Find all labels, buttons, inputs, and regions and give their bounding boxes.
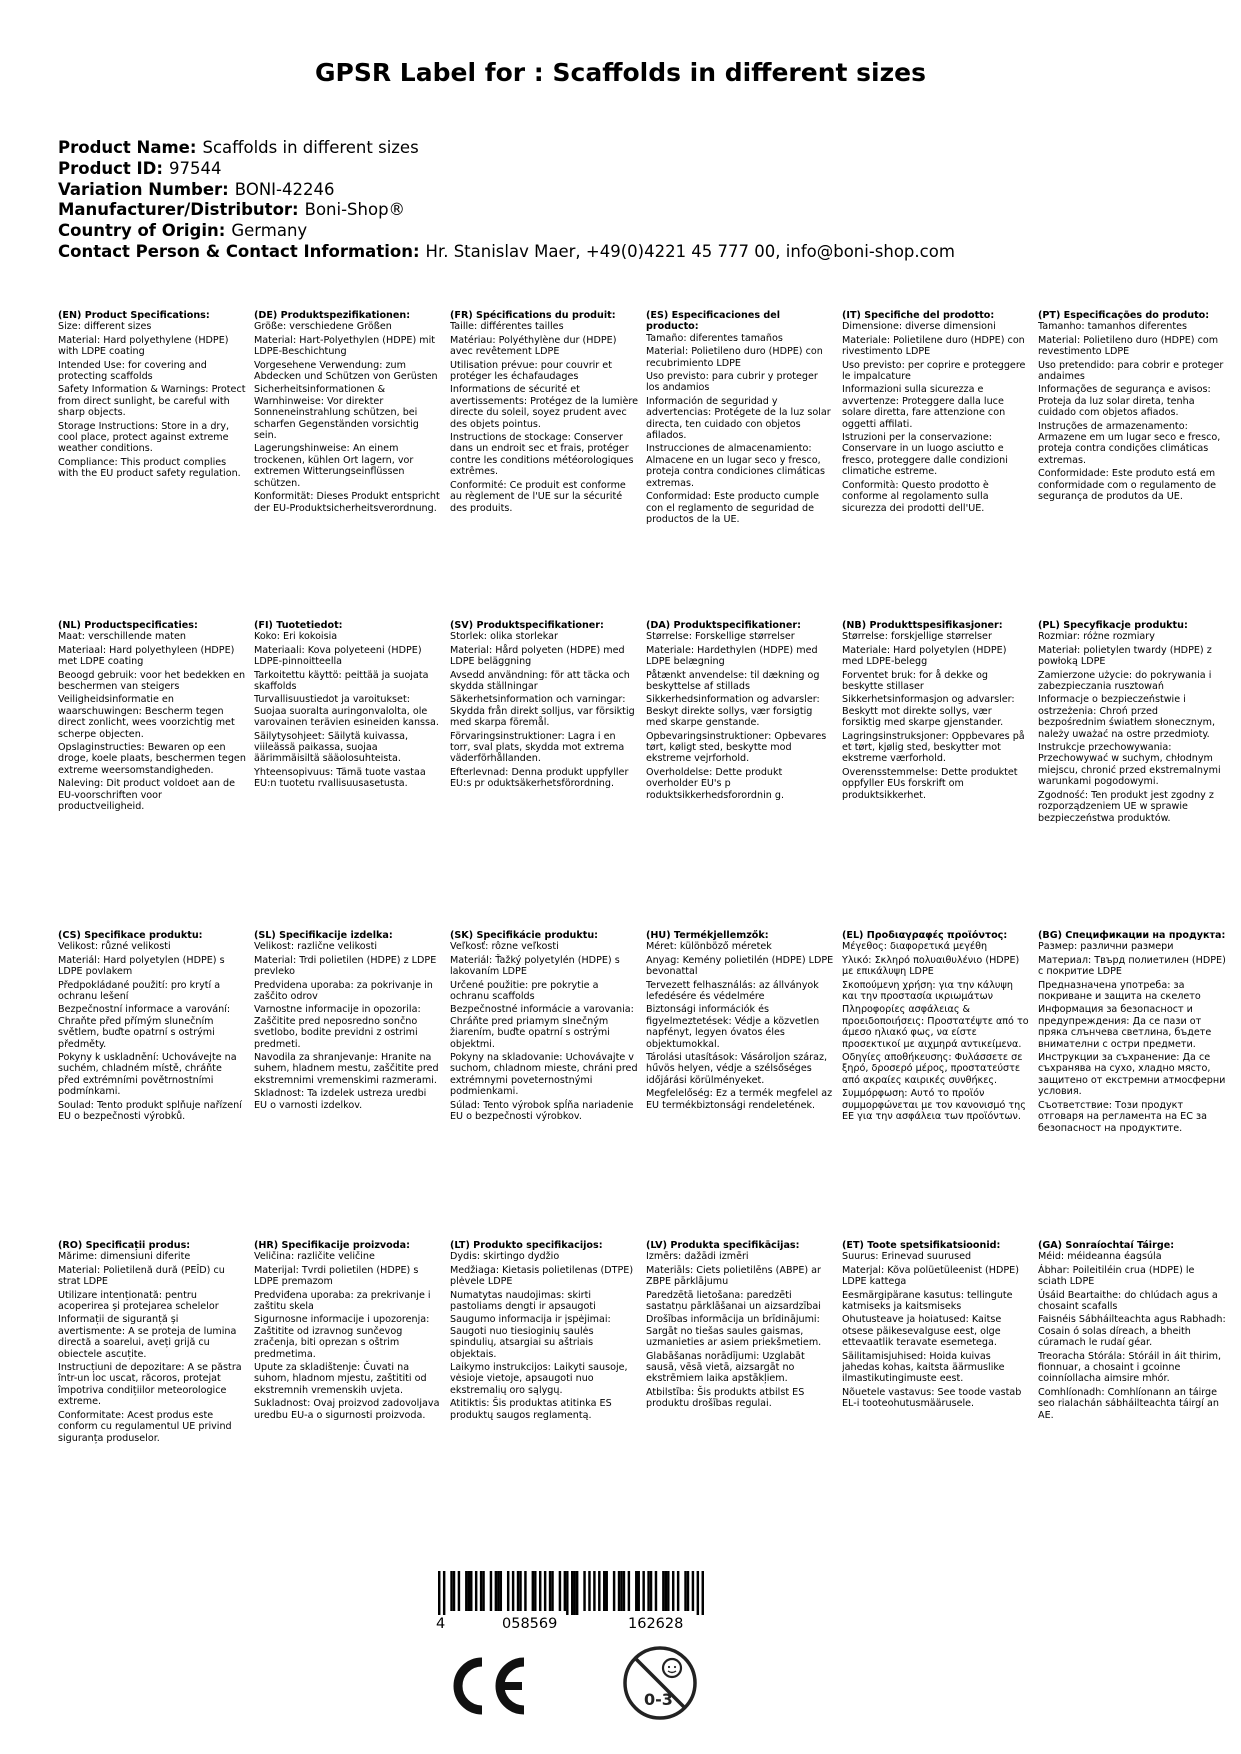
spec-paragraph: Predvidena uporaba: za pokrivanje in zaščito odrov	[254, 979, 433, 1003]
spec-heading: (IT) Specifiche del prodotto:	[842, 310, 995, 321]
spec-paragraph: Tarkoitettu käyttö: peittää ja suojata skaffolds	[254, 669, 429, 693]
spec-paragraph: Intended Use: for covering and protecting scaffolds	[58, 359, 207, 383]
manufacturer-label: Manufacturer/Distributor:	[58, 200, 299, 220]
barcode-bar	[559, 1571, 561, 1611]
spec-heading: (HU) Termékjellemzők:	[646, 930, 769, 941]
barcode-bar	[495, 1571, 497, 1611]
spec-paragraph: Compliance: This product complies with the EU product safety regulation.	[58, 456, 241, 480]
spec-paragraph: Σκοπούμενη χρήση: για την κάλυψη και την προστασία ικριωμάτων	[842, 979, 1013, 1003]
barcode-bar	[458, 1571, 460, 1611]
spec-paragraph: Förvaringsinstruktioner: Lagra i en torr, sval plats, skydda mot extrema väderförhållanden.	[450, 730, 625, 765]
spec-paragraph: Οδηγίες αποθήκευσης: Φυλάσσετε σε ξηρό, δροσερό μέρος, προστατεύστε από ακραίες καιρικές συνθήκες.	[842, 1052, 1023, 1086]
barcode-bar	[647, 1571, 649, 1611]
spec-paragraph: Instrucciones de almacenamiento: Almacene en un lugar seco y fresco, proteja contra condiciones climáticas extremas.	[646, 443, 826, 489]
spec-paragraph: Anyag: Kemény polietilén (HDPE) LDPE bevonattal	[646, 954, 834, 978]
spec-paragraph: Pokyny na skladovanie: Uchovávajte v suchom, chladnom mieste, chráni pred extrémnymi poveternostnými podmienkami.	[450, 1052, 638, 1098]
spec-paragraph: Varnostne informacije in opozorila: Zaščitite pred neposredno sončno svetlobo, bodite previdni z ostrimi predmeti.	[254, 1004, 421, 1050]
spec-paragraph: Turvallisuustiedot ja varoitukset: Suojaa suoralta auringonvalolta, ole varovainen terävien esineiden kanssa.	[254, 694, 439, 729]
spec-paragraph: Größe: verschiedene Größen	[254, 321, 392, 333]
contact-row	[58, 242, 1198, 263]
spec-paragraph: Suurus: Erinevad suurused	[842, 1251, 972, 1263]
barcode-bar	[635, 1571, 637, 1611]
barcode-bar	[697, 1571, 699, 1615]
spec-paragraph: Avsedd användning: för att täcka och skydda ställningar	[450, 669, 630, 693]
barcode-lead-digit: 4	[436, 1616, 446, 1632]
variation-number-label: Variation Number:	[58, 179, 229, 199]
country-of-origin-row	[58, 221, 1198, 242]
spec-paragraph: Säilytysohjeet: Säilytä kuivassa, viileässä paikassa, suojaa äärimmäisiltä sääolosuhteista.	[254, 730, 409, 765]
spec-paragraph: Materiaal: Hard polyethyleen (HDPE) met LDPE coating	[58, 644, 235, 668]
spec-block-pt	[1038, 310, 1226, 505]
spec-paragraph: Konformität: Dieses Produkt entspricht der EU-Produktsicherheitsverordnung.	[254, 491, 440, 514]
spec-paragraph: Zamierzone użycie: do pokrywania i zabezpieczania rusztowań	[1038, 669, 1212, 693]
barcode-bar	[598, 1571, 600, 1611]
barcode-bar	[677, 1571, 679, 1611]
spec-paragraph: Uso previsto: para cubrir y proteger los andamios	[646, 371, 818, 394]
barcode-bar	[687, 1571, 689, 1611]
barcode-bar	[512, 1571, 514, 1611]
spec-paragraph: Tárolási utasítások: Vásároljon száraz, hűvös helyen, védje a szélsőséges időjárási körülményeket.	[646, 1052, 828, 1086]
barcode-bar	[650, 1571, 652, 1611]
spec-block-lv	[646, 1240, 834, 1412]
spec-paragraph: Méid: méideanna éagsúla	[1038, 1251, 1162, 1263]
barcode-bar	[468, 1571, 470, 1611]
barcode-bar	[465, 1571, 467, 1611]
spec-heading: (EL) Προδιαγραφές προϊόντος:	[842, 930, 1008, 941]
spec-paragraph: Påtænkt anvendelse: til dækning og beskyttelse af stillads	[646, 669, 820, 693]
spec-paragraph: Sigurnosne informacije i upozorenja: Zaštitite od izravnog sunčevog zračenja, biti oprezan s oštrim predmetima.	[254, 1314, 430, 1360]
spec-paragraph: Material: Polietileno duro (HDPE) com revestimento LDPE	[1038, 334, 1219, 358]
spec-paragraph: Материал: Твърд полиетилен (HDPE) с покритие LDPE	[1038, 954, 1226, 978]
spec-paragraph: Storlek: olika storlekar	[450, 631, 558, 643]
spec-paragraph: Upute za skladištenje: Čuvati na suhom, hladnom mjestu, zaštititi od ekstremnih vremenskih uvjeta.	[254, 1362, 427, 1396]
spec-heading: (HR) Specifikacije proizvoda:	[254, 1240, 410, 1251]
spec-block-sk	[450, 930, 638, 1125]
spec-paragraph: Μέγεθος: διαφορετικά μεγέθη	[842, 941, 988, 953]
spec-paragraph: Размер: различни размери	[1038, 941, 1174, 953]
spec-paragraph: Instruções de armazenamento: Armazene em um lugar seco e fresco, proteja contra condições climáticas extremas.	[1038, 420, 1221, 466]
spec-paragraph: Safety Information & Warnings: Protect from direct sunlight, be careful with sharp objects.	[58, 384, 246, 419]
spec-heading: (NL) Productspecificaties:	[58, 620, 198, 631]
spec-paragraph: Dimensione: diverse dimensioni	[842, 321, 996, 333]
product-info	[58, 138, 1198, 263]
barcode-bar	[490, 1571, 492, 1611]
spec-block-cs	[58, 930, 246, 1125]
spec-paragraph: Naleving: Dit product voldoet aan de EU-voorschriften voor productveiligheid.	[58, 778, 235, 813]
spec-block-el	[842, 930, 1030, 1125]
barcode-bar	[672, 1571, 674, 1611]
spec-heading: (DE) Produktspezifikationen:	[254, 310, 411, 321]
spec-paragraph: Sicherheitsinformationen & Warnhinweise: Vor direkter Sonneneinstrahlung schützen, bei scharfen Gegenständen vorsichtig sein.	[254, 384, 419, 442]
spec-paragraph: Materiał: polietylen twardy (HDPE) z powłoką LDPE	[1038, 644, 1212, 668]
ce-mark-icon	[446, 1656, 530, 1720]
spec-paragraph: Overholdelse: Dette produkt overholder EU's p roduktsikkerhedsforordnin g.	[646, 766, 785, 801]
barcode-bar	[573, 1571, 575, 1615]
barcode-right-digits: 162628	[628, 1616, 684, 1632]
spec-block-fi	[254, 620, 442, 792]
barcode-bar	[519, 1571, 521, 1611]
spec-heading: (PT) Especificações do produto:	[1038, 310, 1210, 321]
page-title: GPSR Label for : Scaffolds in different sizes	[315, 58, 926, 87]
spec-paragraph: Pokyny k uskladnění: Uchovávejte na suchém, chladném místě, chráňte před extrémními povětrnostními podmínkami.	[58, 1052, 237, 1098]
spec-heading: (ES) Especificaciones del producto:	[646, 310, 781, 333]
spec-paragraph: Предназначена употреба: за покриване и защита на скелето	[1038, 979, 1201, 1003]
spec-paragraph: Size: different sizes	[58, 321, 152, 333]
barcode-bar	[702, 1571, 704, 1615]
spec-block-hr	[254, 1240, 442, 1423]
not-for-children-0-3-icon	[620, 1643, 700, 1727]
spec-paragraph: Størrelse: Forskellige størrelser	[646, 631, 795, 643]
spec-paragraph: Medžiaga: Kietasis polietilenas (DTPE) plėvele LDPE	[450, 1264, 634, 1288]
spec-paragraph: Atbilstība: Šis produkts atbilst ES produktu drošības regulai.	[646, 1386, 805, 1410]
spec-paragraph: Méret: különböző méretek	[646, 941, 772, 953]
spec-paragraph: Soulad: Tento produkt splňuje nařízení EU o bezpečnosti výrobků.	[58, 1099, 242, 1123]
country-of-origin-value: Germany	[231, 221, 308, 241]
spec-paragraph: Materiale: Hardethylen (HDPE) med LDPE belægning	[646, 644, 818, 668]
spec-paragraph: Informazioni sulla sicurezza e avvertenze: Proteggere dalla luce solare diretta, fare attenzione con oggetti affilati.	[842, 384, 1006, 430]
spec-paragraph: Rozmiar: różne rozmiary	[1038, 631, 1155, 643]
barcode-bar	[605, 1571, 607, 1611]
spec-paragraph: Vorgesehene Verwendung: zum Abdecken und Schützen von Gerüsten	[254, 359, 438, 383]
barcode-bar	[613, 1571, 615, 1611]
barcode-bar	[692, 1571, 694, 1611]
barcode-bar	[618, 1571, 620, 1611]
spec-paragraph: Forventet bruk: for å dekke og beskytte stillaser	[842, 669, 988, 693]
barcode-bar	[450, 1571, 452, 1611]
spec-paragraph: Lagringsinstruksjoner: Oppbevares på et tørt, kjølig sted, beskytter mot ekstreme værforhold.	[842, 730, 1025, 765]
spec-heading: (CS) Specifikace produktu:	[58, 930, 203, 941]
spec-paragraph: Numatytas naudojimas: skirti pastoliams dengti ir apsaugoti	[450, 1289, 596, 1313]
spec-paragraph: Material: Trdi polietilen (HDPE) z LDPE prevleko	[254, 954, 437, 978]
spec-paragraph: Glabāšanas norādījumi: Uzglabāt sausā, vēsā vietā, aizsargāt no ekstrēmiem laika apstākļiem.	[646, 1350, 805, 1385]
barcode-bar	[453, 1571, 455, 1611]
spec-paragraph: Conformité: Ce produit est conforme au règlement de l'UE sur la sécurité des produits.	[450, 479, 626, 514]
spec-paragraph: Conformidade: Este produto está em conformidade com o regulamento de segurança de produtos da UE.	[1038, 468, 1217, 503]
spec-heading: (ET) Toote spetsifikatsioonid:	[842, 1240, 1001, 1251]
spec-paragraph: Materiál: Hard polyetylen (HDPE) s LDPE povlakem	[58, 954, 225, 978]
spec-paragraph: Saugumo informacija ir įspėjimai: Saugoti nuo tiesioginių saulės spindulių, atsargiai su aštriais objektais.	[450, 1314, 611, 1360]
product-name-label: Product Name:	[58, 138, 197, 157]
spec-heading: (DA) Produktspecifikationer:	[646, 620, 801, 631]
barcode-bar	[628, 1571, 630, 1611]
barcode-bar	[475, 1571, 477, 1611]
barcode-bar	[482, 1571, 484, 1611]
spec-paragraph: Ábhar: Poileitiléin crua (HDPE) le sciath LDPE	[1038, 1264, 1195, 1288]
spec-paragraph: Sikkerhetsinformasjon og advarsler: Beskytt mot direkte sollys, vær forsiktig med skarpe gjenstander.	[842, 694, 1015, 729]
contact-value: Hr. Stanislav Maer, +49(0)4221 45 777 00, info@boni-shop.com	[425, 241, 955, 261]
barcode-bar	[480, 1571, 482, 1611]
spec-paragraph: Istruzioni per la conservazione: Conservare in un luogo asciutto e fresco, proteggere dalle condizioni climatiche estreme.	[842, 432, 1008, 478]
spec-block-sv	[450, 620, 638, 792]
spec-paragraph: Información de seguridad y advertencias: Protégete de la luz solar directa, ten cuidado con objetos afilados.	[646, 395, 831, 442]
spec-paragraph: Material: Polietileno duro (HDPE) con recubrimiento LDPE	[646, 346, 823, 369]
barcode	[438, 1571, 704, 1615]
product-name-row	[58, 138, 1198, 159]
spec-paragraph: Utilizare intenționată: pentru acoperirea și protejarea schelelor	[58, 1289, 219, 1313]
spec-paragraph: Utilisation prévue: pour couvrir et protéger les échafaudages	[450, 359, 612, 383]
spec-heading: (SK) Špecifikácie produktu:	[450, 930, 599, 941]
spec-paragraph: Material: Hart-Polyethylen (HDPE) mit LDPE-Beschichtung	[254, 334, 436, 358]
spec-paragraph: Mărime: dimensiuni diferite	[58, 1251, 191, 1263]
barcode-bar	[539, 1571, 541, 1611]
spec-paragraph: Skladnost: Ta izdelek ustreza uredbi EU o varnosti izdelkov.	[254, 1088, 427, 1111]
spec-heading: (BG) Спецификации на продукта:	[1038, 930, 1226, 941]
spec-heading: (LT) Produkto specifikacijos:	[450, 1240, 603, 1251]
spec-paragraph: Velikost: različne velikosti	[254, 941, 378, 953]
product-id-row	[58, 159, 1198, 180]
spec-heading: (GA) Sonraíochtaí Táirge:	[1038, 1240, 1175, 1251]
spec-paragraph: Paredzētā lietošana: paredzēti sastatņu pārklāšanai un aizsardzībai	[646, 1289, 821, 1313]
svg-text:0-3: 0-3	[644, 1690, 673, 1709]
spec-paragraph: Materiaali: Kova polyeteeni (HDPE) LDPE-pinnoitteella	[254, 644, 422, 668]
spec-paragraph: Instructions de stockage: Conserver dans un endroit sec et frais, protéger contre les conditions météorologiques extrêmes.	[450, 432, 634, 478]
barcode-bar	[665, 1571, 667, 1611]
spec-paragraph: Conformidad: Este producto cumple con el reglamento de seguridad de productos de la UE.	[646, 491, 819, 525]
spec-block-pl	[1038, 620, 1226, 826]
spec-paragraph: Biztonsági információk és figyelmeztetések: Védje a közvetlen napfényt, legyen óvatos éles objektumokkal.	[646, 1004, 820, 1050]
barcode-bar	[620, 1571, 622, 1611]
spec-paragraph: Matériau: Polyéthylène dur (HDPE) avec revêtement LDPE	[450, 334, 617, 358]
spec-paragraph: Instrukcje przechowywania: Przechowywać w suchym, chłodnym miejscu, chronić przed ekstremalnymi warunkami pogodowymi.	[1038, 742, 1221, 788]
spec-block-it	[842, 310, 1030, 516]
spec-paragraph: Zgodność: Ten produkt jest zgodny z rozporządzeniem UE w sprawie bezpieczeństwa produktów.	[1038, 789, 1214, 824]
spec-paragraph: Materiale: Hard polyetylen (HDPE) med LDPE-belegg	[842, 644, 1007, 668]
barcode-bar	[470, 1571, 472, 1611]
country-of-origin-label: Country of Origin:	[58, 221, 226, 241]
spec-block-sl	[254, 930, 442, 1113]
barcode-bar	[603, 1571, 605, 1611]
spec-paragraph: Atitiktis: Šis produktas atitinka ES produktų saugos reglamentą.	[450, 1398, 612, 1421]
spec-paragraph: Taille: différentes tailles	[450, 321, 564, 333]
spec-heading: (SL) Specifikacije izdelka:	[254, 930, 393, 941]
spec-paragraph: Materiāls: Ciets polietilēns (ABPE) ar ZBPE pārklājumu	[646, 1264, 821, 1288]
spec-paragraph: Comhlíonadh: Comhlíonann an táirge seo rialachán sábháilteachta táirgí an AE.	[1038, 1386, 1219, 1421]
variation-number-value: BONI-42246	[234, 179, 335, 199]
barcode-bar	[571, 1571, 573, 1615]
spec-paragraph: Informações de segurança e avisos: Proteja da luz solar direta, tenha cuidado com objetos afiados.	[1038, 384, 1211, 419]
manufacturer-row	[58, 200, 1198, 221]
spec-paragraph: Ohutusteave ja hoiatused: Kaitse otsese päikesevalguse eest, olge ettevaatlik teravate esemetega.	[842, 1314, 1002, 1349]
spec-heading: (PL) Specyfikacje produktu:	[1038, 620, 1188, 631]
spec-paragraph: Съответствие: Този продукт отговаря на регламента на ЕС за безопасност на продуктите.	[1038, 1099, 1207, 1134]
spec-paragraph: Material: Hård polyeten (HDPE) med LDPE beläggning	[450, 644, 625, 668]
spec-paragraph: Beoogd gebruik: voor het bedekken en beschermen van steigers	[58, 669, 246, 693]
spec-paragraph: Laikymo instrukcijos: Laikyti sausoje, vėsioje vietoje, apsaugoti nuo ekstremalių oro sąlygų.	[450, 1362, 628, 1396]
spec-block-fr	[450, 310, 638, 516]
spec-block-bg	[1038, 930, 1226, 1136]
spec-paragraph: Storage Instructions: Store in a dry, cool place, protect against extreme weather conditions.	[58, 420, 230, 455]
spec-paragraph: Sikkerhedsinformation og advarsler: Beskyt direkte sollys, vær forsigtig med skarpe genstande.	[646, 694, 820, 729]
spec-paragraph: Overensstemmelse: Dette produktet oppfyller EUs forskrift om produktsikkerhet.	[842, 766, 1018, 801]
spec-heading: (EN) Product Specifications:	[58, 310, 210, 321]
spec-paragraph: Συμμόρφωση: Αυτό το προϊόν συμμορφώνεται με τον κανονισμό της ΕΕ για την ασφάλεια των προϊόντων.	[842, 1088, 1026, 1123]
spec-paragraph: Bezpečnostní informace a varování: Chraňte před přímým slunečním světlem, buďte opatrní s ostrými předměty.	[58, 1004, 231, 1050]
variation-number-row	[58, 180, 1198, 201]
spec-heading: (FR) Spécifications du produit:	[450, 310, 616, 321]
barcode-bar	[588, 1571, 590, 1611]
barcode-bar	[551, 1571, 553, 1611]
spec-paragraph: Dydis: skirtingo dydžio	[450, 1251, 560, 1263]
spec-heading: (RO) Specificații produs:	[58, 1240, 191, 1251]
spec-paragraph: Bezpečnostné informácie a varovania: Chráňte pred priamym slnečným žiarením, buďte opatrní s ostrými objektmi.	[450, 1004, 634, 1050]
barcode-bar	[583, 1571, 585, 1611]
spec-paragraph: Säilitamisjuhised: Hoida kuivas jahedas kohas, kaitsta äärmuslike ilmastikutingimuste eest.	[842, 1350, 1005, 1385]
spec-paragraph: Υλικό: Σκληρό πολυαιθυλένιο (HDPE) με επικάλυψη LDPE	[842, 954, 1020, 978]
spec-paragraph: Инструкции за съхранение: Да се съхранява на сухо, хладно място, защитено от екстремни атмосферни условия.	[1038, 1052, 1226, 1098]
spec-block-nl	[58, 620, 246, 815]
spec-paragraph: Yhteensopivuus: Tämä tuote vastaa EU:n tuotetu rvallisuusasetusta.	[254, 766, 426, 790]
barcode-bar	[497, 1571, 499, 1611]
spec-block-hu	[646, 930, 834, 1113]
spec-block-es	[646, 310, 834, 527]
spec-paragraph: Säkerhetsinformation och varningar: Skydda från direkt solljus, var försiktig med skarpa föremål.	[450, 694, 635, 729]
spec-paragraph: Izmērs: dažādi izmēri	[646, 1251, 749, 1263]
product-name-value: Scaffolds in different sizes	[202, 138, 419, 157]
barcode-bar	[532, 1571, 534, 1611]
barcode-bar	[667, 1571, 669, 1611]
spec-paragraph: Materjal: Kõva polüetüleenist (HDPE) LDPE kattega	[842, 1264, 1019, 1288]
spec-paragraph: Předpokládané použití: pro krytí a ochranu lešení	[58, 979, 221, 1003]
contact-label: Contact Person & Contact Information:	[58, 241, 420, 261]
spec-paragraph: Nõuetele vastavus: See toode vastab EL-i tooteohutusmäärusele.	[842, 1386, 1022, 1410]
spec-paragraph: Maat: verschillende maten	[58, 631, 186, 643]
spec-paragraph: Material: Polietilenă dură (PEÎD) cu strat LDPE	[58, 1264, 225, 1288]
spec-paragraph: Úsáid Beartaithe: do chlúdach agus a chosaint scafalls	[1038, 1289, 1218, 1313]
spec-paragraph: Efterlevnad: Denna produkt uppfyller EU:s pr oduktsäkerhetsförordning.	[450, 766, 629, 790]
barcode-bar	[500, 1571, 502, 1611]
spec-paragraph: Opslaginstructies: Bewaren op een droge, koele plaats, beschermen tegen extreme weersomstandigheden.	[58, 742, 246, 776]
spec-paragraph: Sukladnost: Ovaj proizvod zadovoljava uredbu EU-a o sigurnosti proizvoda.	[254, 1398, 440, 1421]
spec-block-ga	[1038, 1240, 1226, 1423]
spec-paragraph: Opbevaringsinstruktioner: Opbevares tørt, køligt sted, beskytte mod ekstreme vejrforhold.	[646, 730, 827, 765]
spec-paragraph: Størrelse: forskjellige størrelser	[842, 631, 992, 643]
barcode-bar	[438, 1571, 440, 1615]
spec-paragraph: Информация за безопасност и предупреждения: Да се пази от пряка слънчева светлина, бъдете внимателни с остри предмети.	[1038, 1004, 1212, 1050]
spec-paragraph: Velikost: různé velikosti	[58, 941, 171, 953]
barcode-bar	[566, 1571, 568, 1615]
spec-paragraph: Tervezett felhasználás: az állványok lefedésére és védelmére	[646, 979, 819, 1003]
spec-paragraph: Veličina: različite veličine	[254, 1251, 375, 1263]
barcode-bar	[638, 1571, 640, 1611]
spec-block-de	[254, 310, 442, 516]
spec-paragraph: Informații de siguranță și avertismente: A se proteja de lumina directă a soarelui, aveți grijă cu obiectele ascuțite.	[58, 1314, 237, 1360]
spec-heading: (FI) Tuotetiedot:	[254, 620, 343, 631]
spec-paragraph: Materiál: Ťažký polyetylén (HDPE) s lakovaním LDPE	[450, 954, 620, 978]
spec-heading: (NB) Produkttspesifikasjoner:	[842, 620, 1003, 631]
spec-block-et	[842, 1240, 1030, 1412]
spec-paragraph: Eesmärgipärane kasutus: tellingute katmiseks ja kaitsmiseks	[842, 1289, 1013, 1313]
barcode-bar	[549, 1571, 551, 1611]
spec-paragraph: Faisnéis Sábháilteachta agus Rabhadh: Cosain ó solas díreach, a bheith cúramach le rudaí géar.	[1038, 1314, 1226, 1349]
spec-paragraph: Koko: Eri kokoisia	[254, 631, 338, 643]
spec-paragraph: Súlad: Tento výrobok spĺňa nariadenie EU o bezpečnosti výrobkov.	[450, 1099, 634, 1123]
spec-paragraph: Conformità: Questo prodotto è conforme al regolamento sulla sicurezza dei prodotti dell'UE.	[842, 479, 989, 514]
barcode-bar	[642, 1571, 644, 1611]
barcode-bar	[593, 1571, 595, 1611]
spec-paragraph: Veiligheidsinformatie en waarschuwingen: Bescherm tegen direct zonlicht, wees voorzichtig met scherpe objecten.	[58, 694, 235, 740]
barcode-bar	[623, 1571, 625, 1611]
spec-paragraph: Lagerungshinweise: An einem trockenen, kühlen Ort lagern, vor extremen Witterungseinflüssen schützen.	[254, 443, 414, 489]
spec-block-ro	[58, 1240, 246, 1446]
barcode-bar	[655, 1571, 657, 1611]
barcode-bar	[576, 1571, 578, 1615]
barcode-bar	[662, 1571, 664, 1611]
spec-paragraph: Uso previsto: per coprire e proteggere le impalcature	[842, 359, 1026, 383]
spec-paragraph: Materijal: Tvrdi polietilen (HDPE) s LDPE premazom	[254, 1264, 419, 1288]
barcode-bar	[517, 1571, 519, 1611]
spec-block-nb	[842, 620, 1030, 803]
barcode-bar	[564, 1571, 566, 1611]
spec-block-en	[58, 310, 246, 482]
barcode-bar	[684, 1571, 686, 1611]
barcode-bar	[544, 1571, 546, 1611]
barcode-left-digits: 058569	[502, 1616, 558, 1632]
spec-paragraph: Navodila za shranjevanje: Hranite na suhem, hladnem mestu, zaščitite pred ekstremnimi vremenskimi razmerami.	[254, 1052, 439, 1086]
spec-heading: (SV) Produktspecifikationer:	[450, 620, 604, 631]
spec-paragraph: Drošības informācija un brīdinājumi: Sargāt no tiešas saules gaismas, uzmanieties ar asiem priekšmetiem.	[646, 1314, 822, 1349]
spec-paragraph: Informacje o bezpieczeństwie i ostrzeżenia: Chroń przed bezpośrednim światłem słonecznym, należy uważać na ostre przedmioty.	[1038, 694, 1216, 740]
spec-paragraph: Tamaño: diferentes tamaños	[646, 332, 783, 344]
barcode-bar	[534, 1571, 536, 1611]
spec-paragraph: Instrucțiuni de depozitare: A se păstra într-un loc uscat, răcoros, protejat împotriva condițiilor meteorologice extreme.	[58, 1362, 242, 1408]
spec-paragraph: Veľkosť: rôzne veľkosti	[450, 941, 559, 953]
spec-block-lt	[450, 1240, 638, 1423]
spec-paragraph: Predviđena uporaba: za prekrivanje i zaštitu skela	[254, 1289, 431, 1313]
barcode-bar	[443, 1571, 445, 1615]
product-id-value: 97544	[168, 158, 222, 178]
manufacturer-value: Boni-Shop®	[304, 200, 406, 220]
spec-paragraph: Material: Hard polyethylene (HDPE) with LDPE coating	[58, 334, 229, 358]
spec-paragraph: Informations de sécurité et avertissements: Protégez de la lumière directe du soleil, soyez prudent avec des objets pointus.	[450, 384, 638, 430]
product-id-label: Product ID:	[58, 158, 163, 178]
spec-block-da	[646, 620, 834, 803]
spec-paragraph: Megfelelőség: Ez a termék megfelel az EU termékbiztonsági rendeletének.	[646, 1088, 833, 1111]
spec-paragraph: Materiale: Polietilene duro (HDPE) con rivestimento LDPE	[842, 334, 1025, 358]
spec-paragraph: Uso pretendido: para cobrir e proteger andaimes	[1038, 359, 1224, 383]
spec-paragraph: Určené použitie: pre pokrytie a ochranu scaffolds	[450, 979, 599, 1003]
barcode-bar	[524, 1571, 526, 1611]
specifications-grid	[58, 310, 1228, 1520]
spec-heading: (LV) Produkta specifikācijas:	[646, 1240, 800, 1251]
spec-paragraph: Treoracha Stórála: Stóráil in áit thirim, fionnuar, a chosaint i gcoinne coinníollacha aimsire mhór.	[1038, 1350, 1222, 1385]
spec-paragraph: Conformitate: Acest produs este conform cu regulamentul UE privind siguranța produselor.	[58, 1409, 232, 1444]
spec-paragraph: Πληροφορίες ασφάλειας & προειδοποιήσεις: Προστατέψτε από το άμεσο ηλιακό φως, να είστε προσεκτικοί με αιχμηρά αντικείμενα.	[842, 1004, 1029, 1050]
spec-paragraph: Tamanho: tamanhos diferentes	[1038, 321, 1188, 333]
barcode-bar	[507, 1571, 509, 1611]
barcode-bars	[438, 1571, 704, 1615]
